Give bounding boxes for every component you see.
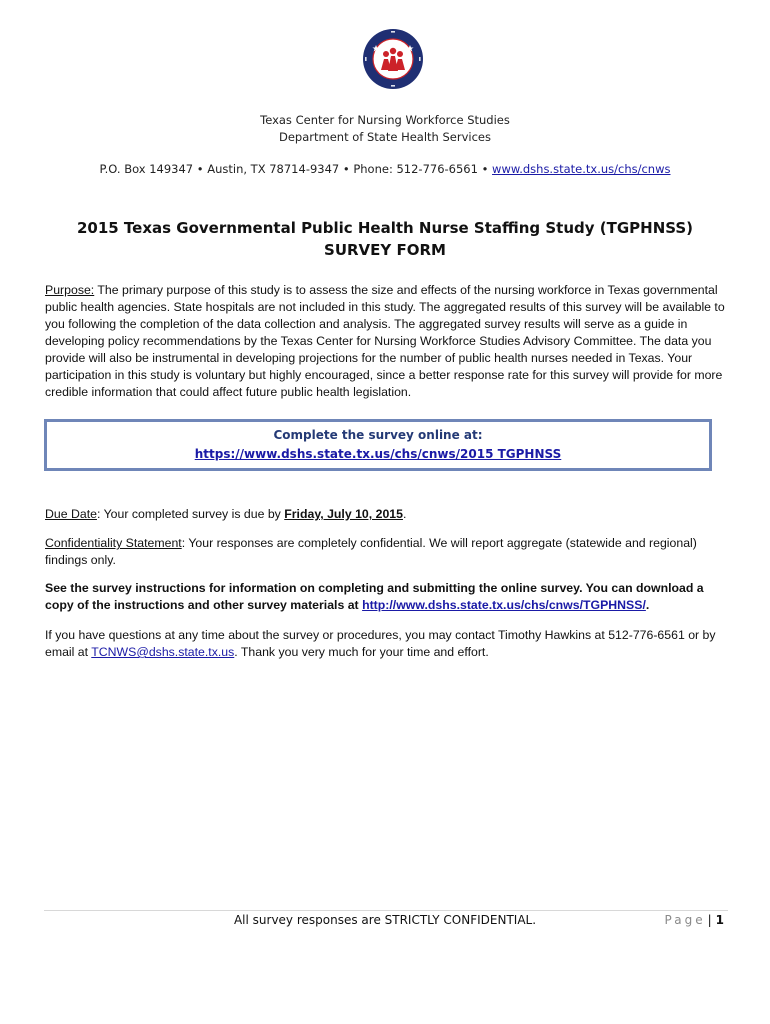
instructions-link[interactable]: http://www.dshs.state.tx.us/chs/cnws/TGPHNSS/ (362, 598, 646, 612)
purpose-paragraph (45, 282, 729, 401)
online-survey-box (44, 419, 712, 471)
page-subtitle: SURVEY FORM (324, 241, 446, 259)
due-date-line (45, 506, 729, 523)
confidentiality-paragraph (45, 535, 729, 569)
contact-website-link[interactable]: www.dshs.state.tx.us/chs/cnws (492, 162, 671, 176)
contact-details: P.O. Box 149347 • Austin, TX 78714-9347 • Phone: 512-776-6561 • (99, 162, 493, 176)
due-date-end: . (402, 507, 407, 521)
contact-email-link[interactable]: TCNWS@dshs.state.tx.us (91, 645, 235, 659)
page-title: 2015 Texas Governmental Public Health Nurse Staffing Study (TGPHNSS) (76, 219, 694, 237)
page-separator: | (707, 913, 712, 927)
confidentiality-label: Confidentiality Statement (45, 536, 182, 550)
questions-end: . Thank you very much for your time and effort. (234, 645, 489, 659)
due-date-text: : Your completed survey is due by (96, 507, 285, 521)
purpose-label: Purpose: (45, 283, 95, 297)
contact-line (0, 160, 770, 179)
online-survey-heading: Complete the survey online at: (273, 428, 483, 442)
footer-divider (44, 910, 728, 911)
questions-paragraph (45, 627, 729, 661)
page-word: Page (664, 913, 706, 927)
instructions-end: . (645, 598, 650, 612)
due-date-value: Friday, July 10, 2015 (284, 507, 403, 521)
department-name: Department of State Health Services (279, 130, 491, 144)
instructions-paragraph (45, 580, 729, 614)
instructions-text: See the survey instructions for information on completing and submitting the online survey. You can download a copy of the instructions and other survey materials at (45, 581, 704, 612)
tcnws-seal-icon (362, 28, 424, 90)
page-number-value: 1 (715, 913, 724, 927)
purpose-text: The primary purpose of this study is to assess the size and effects of the nursing workforce in Texas governmental public health agencies. State hospitals are not included in this study. The aggregated results of this survey will be available to you following the completion of the data collection and analysis. The aggregated survey results will serve as a guide in developing policy recommendations by the Texas Center for Nursing Workforce Studies Advisory Committee. The data you provide will also be instrumental in developing projections for the number of public health nurses needed in Texas. Your participation in this study is voluntary but highly encouraged, since a better response rate for this survey will provide for more credible information that could affect future public health legislation. (45, 283, 725, 399)
footer-confidential-notice: All survey responses are STRICTLY CONFIDENTIAL. (233, 913, 537, 927)
tcnws-logo (362, 28, 424, 90)
online-survey-link[interactable]: https://www.dshs.state.tx.us/chs/cnws/2015 TGPHNSS (194, 447, 562, 461)
org-name: Texas Center for Nursing Workforce Studies (260, 113, 510, 127)
due-date-label: Due Date (45, 507, 97, 521)
questions-text: If you have questions at any time about the survey or procedures, you may contact Timothy Hawkins at 512-776-6561 or by email at (45, 628, 716, 659)
confidentiality-text: : Your responses are completely confidential. We will report aggregate (statewide and regional) findings only. (45, 536, 697, 567)
page-number (665, 913, 724, 927)
